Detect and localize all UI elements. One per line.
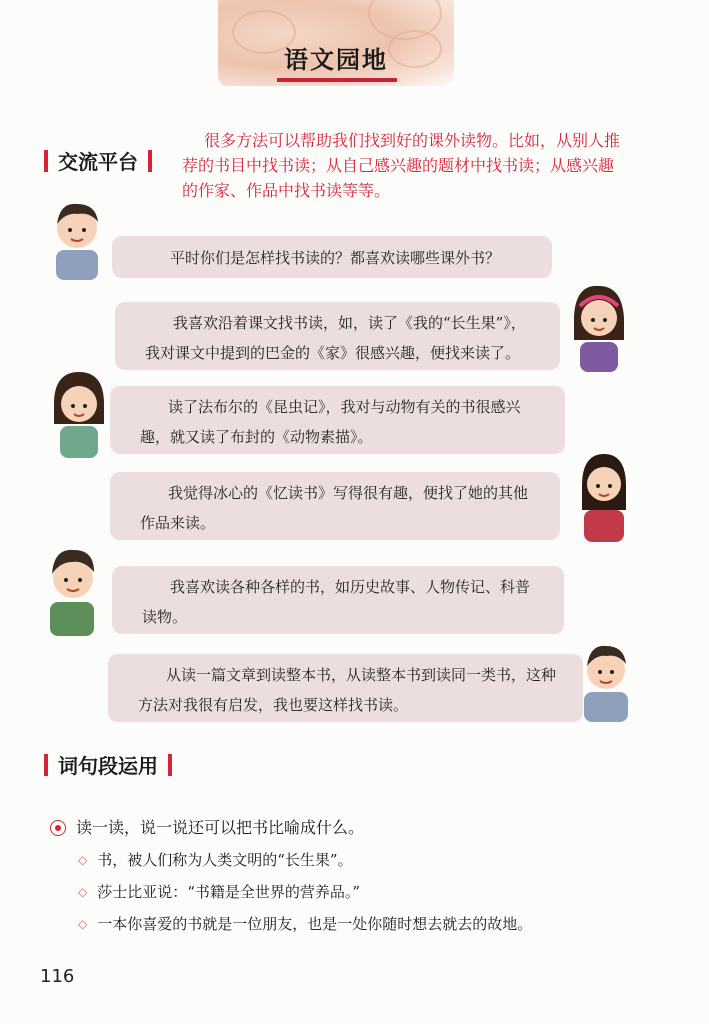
title-underline	[277, 78, 397, 82]
example-item: ◇ 书，被人们称为人类文明的“长生果”。	[50, 844, 670, 876]
words-exercise	[50, 812, 670, 940]
dialog-bubble-3: 读了法布尔的《昆虫记》，我对与动物有关的书很感兴趣，就又读了布封的《动物素描》。	[110, 386, 565, 454]
boy-avatar	[44, 192, 110, 280]
dialog-bubble-2: 我喜欢沿着课文找书读，如，读了《我的“长生果”》，我对课文中提到的巴金的《家》很感兴趣，便找来读了。	[115, 302, 560, 370]
words-heading: 词句段运用	[44, 750, 172, 779]
example-item: ◇ 莎士比亚说：“书籍是全世界的营养品。”	[50, 876, 670, 908]
diamond-bullet-icon: ◇	[78, 853, 88, 867]
bullet-number-icon	[50, 820, 66, 836]
dialog-bubble-1: 平时你们是怎样找书读的？都喜欢读哪些课外书？	[112, 236, 552, 278]
dialog-bubble-5: 我喜欢读各种各样的书，如历史故事、人物传记、科普读物。	[112, 566, 564, 634]
diamond-bullet-icon: ◇	[78, 885, 88, 899]
exchange-intro: 很多方法可以帮助我们找到好的课外读物。比如，从别人推荐的书目中找书读；从自己感兴趣的题材中找书读；从感兴趣的作家、作品中找书读等等。	[182, 131, 621, 200]
girl-avatar-green	[44, 366, 114, 458]
exchange-heading: 交流平台	[44, 146, 152, 175]
girl-avatar-red	[574, 450, 634, 542]
exercise-task: 读一读，说一说还可以把书比喻成什么。	[50, 812, 670, 844]
page-number: 116	[40, 966, 75, 987]
dialog-bubble-6: 从读一篇文章到读整本书，从读整本书到读同一类书，这种方法对我很有启发，我也要这样找书读。	[108, 654, 583, 722]
diamond-bullet-icon: ◇	[78, 917, 88, 931]
boy-avatar-green	[40, 540, 106, 636]
boy-avatar-blue	[576, 634, 636, 722]
dialog-bubble-4: 我觉得冰心的《忆读书》写得很有趣，便找了她的其他作品来读。	[110, 472, 560, 540]
example-item: ◇ 一本你喜爱的书就是一位朋友，也是一处你随时想去就去的故地。	[50, 908, 670, 940]
page-title: 语文园地	[284, 46, 388, 74]
girl-avatar-pink	[566, 280, 632, 372]
